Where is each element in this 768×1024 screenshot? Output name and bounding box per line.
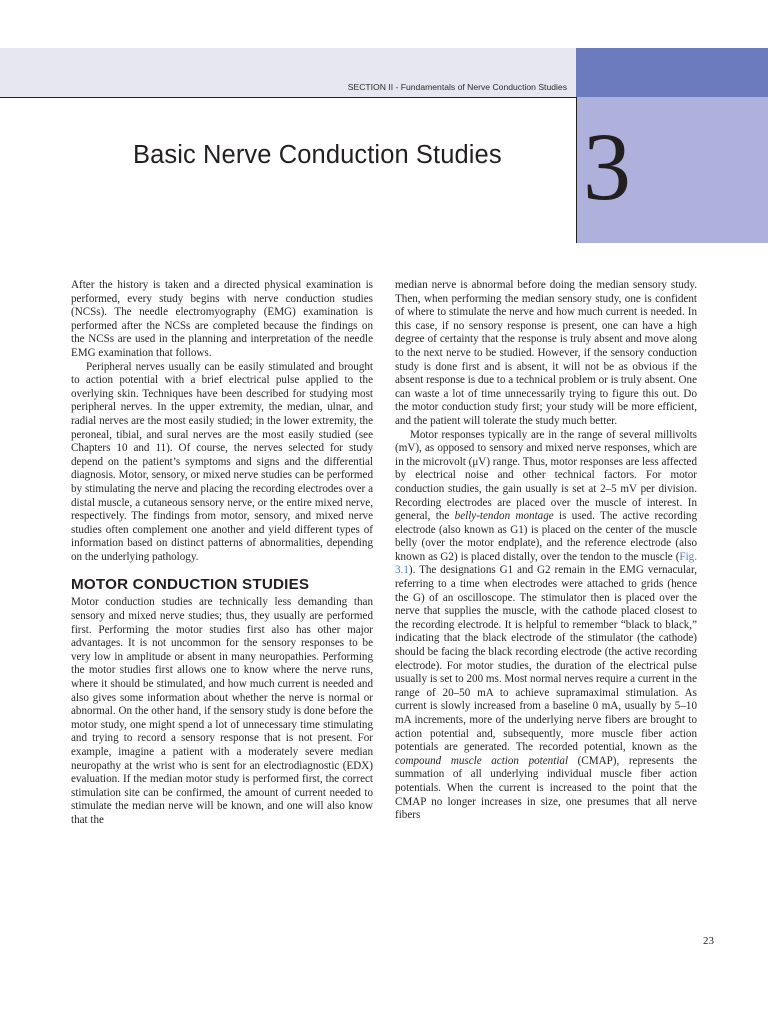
- chapter-number: 3: [583, 113, 631, 220]
- paragraph-motor-responses: [395, 429, 697, 823]
- right-text-column: [395, 279, 697, 823]
- text-run: (CMAP), represents the summation of all underlying individual muscle fiber action potentials. When the current is increased to the point that the CMAP no longer increases in size, one presumes that all nerve fibers: [395, 754, 697, 822]
- chapter-title: Basic Nerve Conduction Studies: [133, 141, 502, 169]
- left-text-column: [71, 279, 373, 828]
- text-run: Motor responses typically are in the range of several millivolts (mV), as opposed to sensory and mixed nerve responses, which are in the microvolt (μV) range. Thus, motor responses are less affected by electrical noise and other technical factors. For motor conduction studies, the gain usually is set at 2–5 mV per division. Recording electrodes are placed over the muscle of interest. In general, the: [395, 428, 697, 523]
- figure-reference-link[interactable]: Fig. 3.1: [395, 550, 697, 577]
- term-cmap: compound muscle action potential: [395, 754, 569, 767]
- page-number: 23: [703, 935, 714, 947]
- chapter-corner-block-dark: [576, 48, 768, 97]
- paragraph-intro: After the history is taken and a directed physical examination is performed, every study begins with nerve conduction studies (NCSs). The needle electromyography (EMG) examination is performed after the NCSs are completed because the findings on the NCSs are used in the planning and interpretation of the needle EMG examination that follows.: [71, 279, 373, 359]
- section-heading-motor-conduction: MOTOR CONDUCTION STUDIES: [71, 576, 310, 594]
- term-belly-tendon-montage: belly-tendon montage: [454, 510, 554, 523]
- text-run: is used. The active recording electrode (also known as G1) is placed on the center of the muscle belly (over the motor endplate), and the reference electrode (also known as G2) is placed distally, over the tendon to the muscle (: [395, 510, 697, 563]
- paragraph-median-continuation: median nerve is abnormal before doing the median sensory study. Then, when performing the median sensory study, one is confident of where to stimulate the nerve and how much current is needed. In this case, if no sensory response is present, one can have a high degree of certainty that the response is truly absent and move along to the next nerve to be studied. However, if the sensory conduction study is done first and is absent, it will not be as obvious if the absent response is due to a technical problem or is truly absent. One can waste a lot of time unnecessarily trying to figure this out. Do the motor conduction study first; your study will be more efficient, and the patient will tolerate the study much better.: [395, 279, 697, 427]
- paragraph-peripheral-nerves: Peripheral nerves usually can be easily stimulated and brought to action potential with a brief electrical pulse applied to the overlying skin. Techniques have been described for studying most peripheral nerves. In the upper extremity, the median, ulnar, and radial nerves are the most easily studied; in the lower extremity, the peroneal, tibial, and sural nerves are the most easily studied (see Chapters 10 and 11). Of course, the nerves selected for study depend on the patient’s symptoms and signs and the differential diagnosis. Motor, sensory, or mixed nerve studies can be performed by stimulating the nerve and placing the recording electrodes over a distal muscle, a cutaneous sensory nerve, or the entire mixed nerve, respectively. The findings from motor, sensory, and mixed nerve studies often complement one another and yield different types of information based on distinct patterns of abnormalities, depending on the underlying pathology.: [71, 360, 373, 563]
- text-run: ). The designations G1 and G2 remain in the EMG vernacular, referring to a time when electrodes were attached to grids (hence the G) of an oscilloscope. The stimulator then is placed over the nerve that supplies the muscle, with the cathode placed closest to the recording electrode. It is helpful to remember “black to black,” indicating that the black electrode of the stimulator (the cathode) should be facing the black recording electrode (the active recording electrode). For motor studies, the duration of the electrical pulse usually is set to 200 ms. Most normal nerves require a current in the range of 20–50 mA to achieve supramaximal stimulation. As current is slowly increased from a baseline 0 mA, usually by 5–10 mA increments, more of the underlying nerve fibers are brought to action potential and, subsequently, more muscle fiber action potentials are generated. The recorded potential, known as the: [395, 564, 697, 754]
- paragraph-motor-conduction: Motor conduction studies are technically less demanding than sensory and mixed nerve studies; thus, they usually are performed first. Performing the motor studies first also has other major advantages. It is not uncommon for the sensory responses to be very low in amplitude or absent in many neuropathies. Performing the motor studies first allows one to know where the nerve runs, where it should be stimulated, and how much current is needed and also gives some information about whether the nerve is normal or abnormal. On the other hand, if the sensory study is done before the motor study, one might spend a lot of unnecessary time stimulating and trying to record a sensory response that is not present. For example, imagine a patient with a moderately severe median neuropathy at the wrist who is sent for an electrodiagnostic (EDX) evaluation. If the median motor study is performed first, the correct stimulation site can be confirmed, the amount of current needed to stimulate the median nerve will be known, and one will also know that the: [71, 596, 373, 826]
- running-header-section: SECTION II - Fundamentals of Nerve Conduction Studies: [347, 82, 567, 92]
